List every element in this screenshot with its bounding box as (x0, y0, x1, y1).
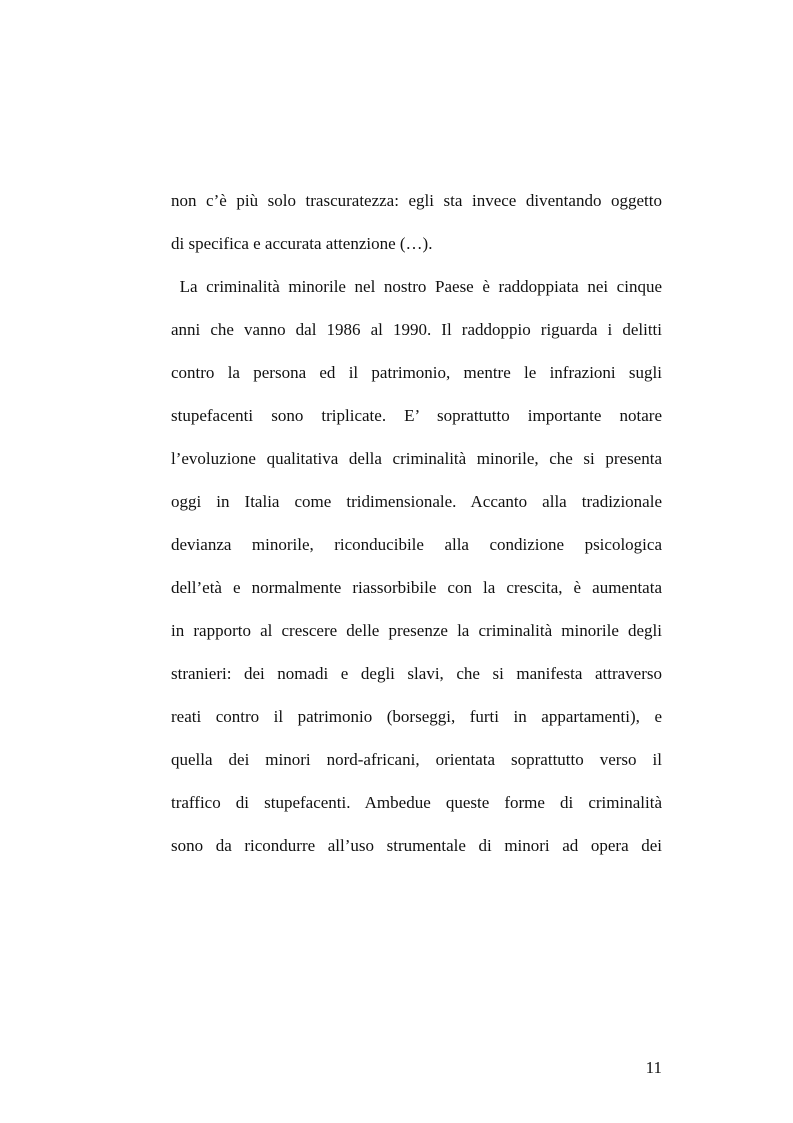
text-line: stranieri: dei nomadi e degli slavi, che si manifesta attraverso (171, 664, 662, 683)
text-line: quella dei minori nord-africani, orientata soprattutto verso il (171, 750, 662, 769)
text-line: devianza minorile, riconducibile alla condizione psicologica (171, 535, 662, 554)
text-line: oggi in Italia come tridimensionale. Accanto alla tradizionale (171, 492, 662, 511)
text-line: traffico di stupefacenti. Ambedue queste forme di criminalità (171, 793, 662, 812)
text-line: in rapporto al crescere delle presenze la criminalità minorile degli (171, 621, 662, 640)
text-line: sono da ricondurre all’uso strumentale di minori ad opera dei (171, 836, 662, 855)
page-number: 11 (645, 1058, 662, 1077)
text-line: non c’è più solo trascuratezza: egli sta invece diventando oggetto (171, 191, 662, 210)
text-line: contro la persona ed il patrimonio, mentre le infrazioni sugli (171, 363, 662, 382)
text-line: dell’età e normalmente riassorbibile con la crescita, è aumentata (171, 578, 662, 597)
body-text (171, 186, 662, 874)
paragraph (171, 272, 662, 874)
text-line: reati contro il patrimonio (borseggi, furti in appartamenti), e (171, 707, 662, 726)
text-line: anni che vanno dal 1986 al 1990. Il raddoppio riguarda i delitti (171, 320, 662, 339)
text-line: l’evoluzione qualitativa della criminalità minorile, che si presenta (171, 449, 662, 468)
text-line: La criminalità minorile nel nostro Paese è raddoppiata nei cinque (171, 277, 662, 296)
text-line: di specifica e accurata attenzione (…). (171, 234, 433, 253)
paragraph (171, 186, 662, 272)
text-line: stupefacenti sono triplicate. E’ soprattutto importante notare (171, 406, 662, 425)
